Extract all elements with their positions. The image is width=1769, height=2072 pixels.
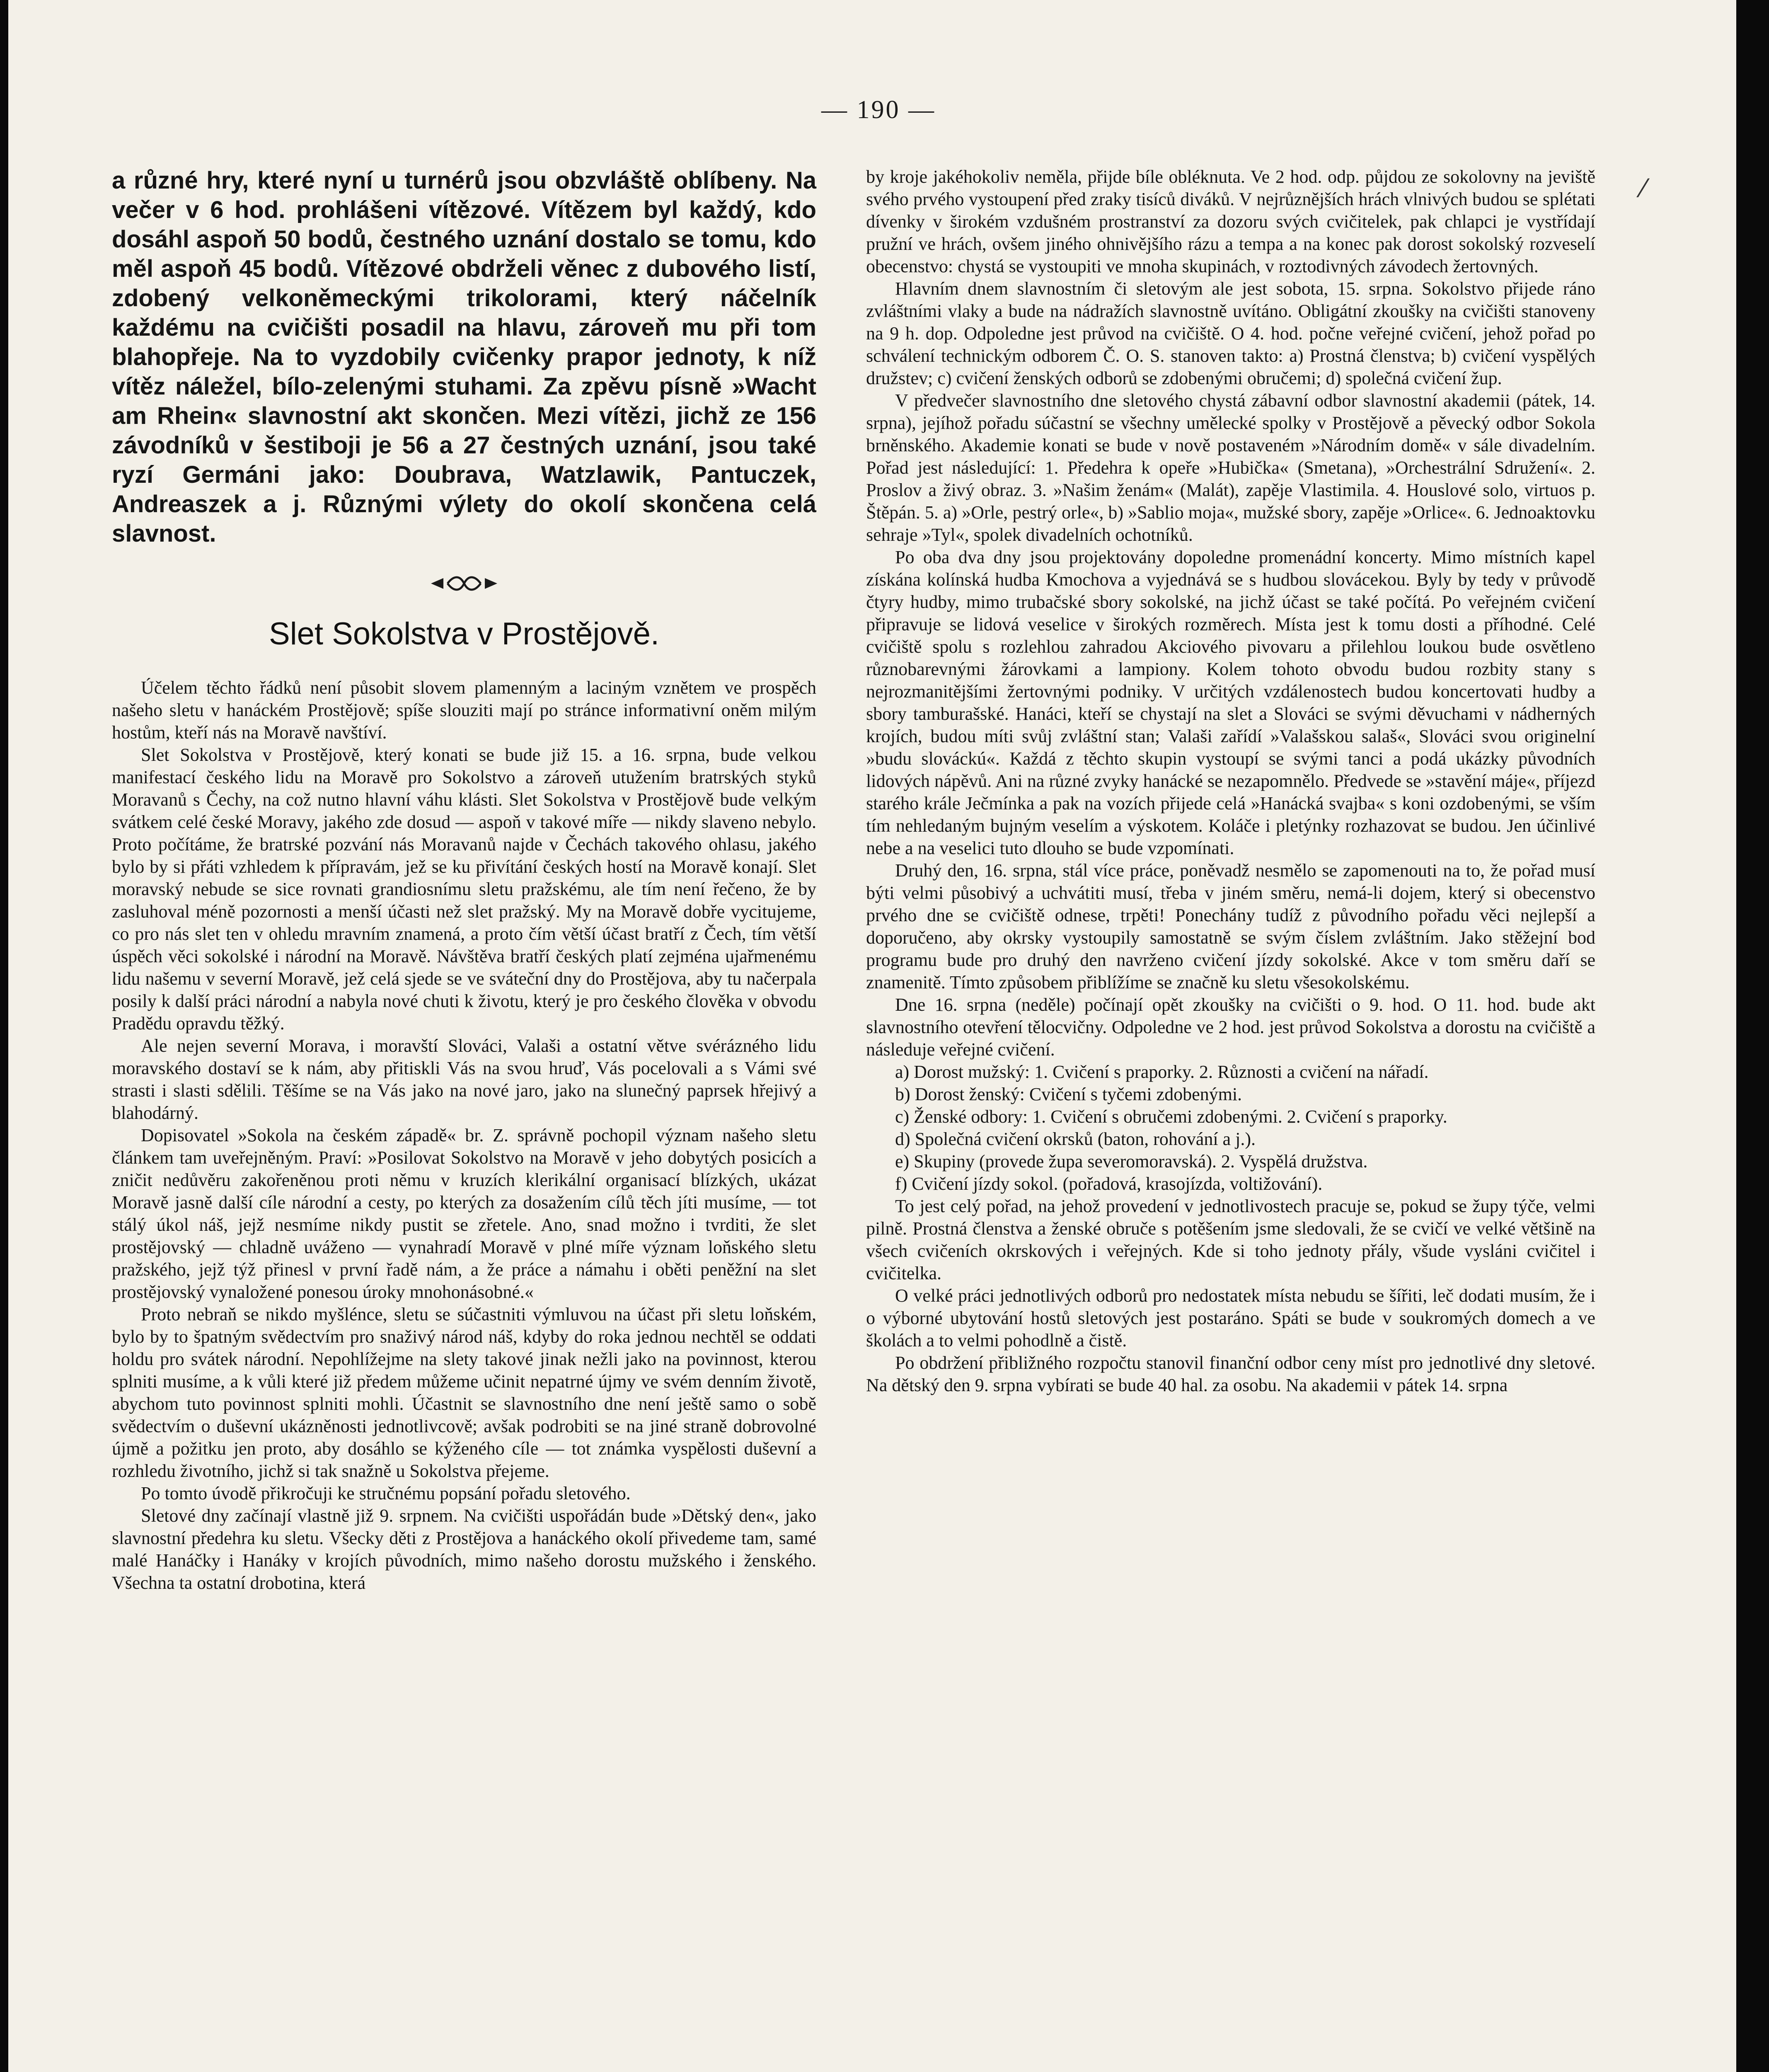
paragraph: Proto nebraň se nikdo myšlénce, sletu se súčastniti výmluvou na účast při sletu loňském, bylo by to špatným svědectvím pro snaživý národ náš, kdyby do roka jednou nechtěl se oddati holdu pro svátek národní. Nepohlížejme na slety takové jinak nežli jako na povinnost, kterou splniti musíme, a k vůli které již předem můžeme učinit nepatrné újmy ve svém denním životě, abychom tuto povinnost splniti mohli. Účastnit se slavnostního dne není ještě samo o sobě svědectvím o duševní ukázněnosti jednotlivcově; avšak podrobiti se na jiné straně dobrovolné újmě a požitku jen proto, aby dosáhlo se kýženého cíle — tot známka vyspělosti duševní a rozhledu životního, jichž si tak snažně u Sokolstva přejeme.	[112, 1304, 816, 1481]
flourish-icon	[427, 573, 501, 594]
right-column	[866, 166, 1595, 1397]
list-item: c) Ženské odbory: 1. Cvičení s obručemi zdobenými. 2. Cvičení s praporky.	[895, 1106, 1447, 1127]
article-title: Slet Sokolstva v Prostějově.	[269, 616, 659, 651]
list-item: f) Cvičení jízdy sokol. (pořadová, krasojízda, voltižování).	[895, 1174, 1323, 1194]
list-item: a) Dorost mužský: 1. Cvičení s praporky. 2. Různosti a cvičení na nářadí.	[895, 1062, 1429, 1082]
left-column	[112, 166, 816, 1594]
paragraph: Účelem těchto řádků není působit slovem plamenným a laciným vznětem ve prospěch našeho sletu v hanáckém Prostějově; spíše slouziti mají po stránce informativní oněm milým hostům, kteří nás na Moravě navštíví.	[112, 678, 816, 743]
list-item: e) Skupiny (provede župa severomoravská). 2. Vyspělá družstva.	[895, 1151, 1368, 1172]
paragraph: Dopisovatel »Sokola na českém západě« br. Z. správně pochopil význam našeho sletu článkem tam uveřejněným. Praví: »Posilovat Sokolstvo na Moravě v jeho dobytých posicích a zničit nedůvěru zakořeněnou proti němu v kruzích klerikální organisací blízkých, ukázat Moravě jasně další cíle národní a cesty, po kterých za dosažením cílů těch jíti musíme, — tot stálý úkol náš, jejž nesmíme nikdy pustit se zřetele. Ano, snad možno i tvrditi, že slet prostějovský — chladně uváženo — vynahradí Moravě v plné míře význam loňského sletu pražského, jejž týž přinesl v první řadě nám, a že práce a námahu i oběti peněžní na slet prostějovský vynaložené ponesou úroky mnohonásobné.«	[112, 1125, 816, 1302]
ornament-divider	[112, 573, 816, 599]
margin-mark: ⁄	[1641, 174, 1646, 203]
paragraph: Slet Sokolstva v Prostějově, který konati se bude již 15. a 16. srpna, bude velkou manifestací českého lidu na Moravě pro Sokolstvo a zároveň utužením bratrských styků Moravanů s Čechy, na což nutno hlavní váhu klásti. Slet Sokolstva v Prostějově bude velkým svátkem celé české Moravy, jakého zde dosud — aspoň v takové míře — nikdy slaveno nebylo. Proto počítáme, že bratrské pozvání nás Moravanů najde v Čechách takového ohlasu, jakého bylo by si přáti vzhledem k přípravám, jež se ku přivítání českých hostí na Moravě konají. Slet moravský nebude se sice rovnati grandiosnímu sletu pražskému, ale tím není řečeno, že by zasluhoval méně pozornosti a menší účasti než slet pražský. My na Moravě dobře vycitujeme, co pro nás slet ten v ohledu mravním znamená, a proto čím větší účast bratří z Čech, tím větší úspěch věci sokolské i národní na Moravě. Návštěva bratří českých platí zejména ujařmenému lidu našemu v severní Moravě, jež celá sjede se ve sváteční dny do Prostějova, aby tu načerpala posily k další práci národní a nabyla nové chuti k životu, který je pro českého člověka v obvodu Pradědu opravdu těžký.	[112, 745, 816, 1034]
paragraph: by kroje jakéhokoliv neměla, přijde bíle obléknuta. Ve 2 hod. odp. půjdou ze sokolovny na jeviště svého prvého vystoupení před zraky tisíců diváků. V nejrůznějších hrách vlnivých budou se splétati dívenky v širokém vzdušném prostranství za dozoru svých cvičitelek, pak chlapci je vystřídají pružní ve hrách, ovšem jiného ohnivějšího rázu a tempa a na konec pak dorost sokolský rozveselí obecenstvo: chystá se vystoupiti ve mnoha skupinách, v roztodivných závodech žertovných.	[866, 167, 1595, 276]
page-number: — 190 —	[821, 96, 936, 124]
list-item: d) Společná cvičení okrsků (baton, rohování a j.).	[895, 1129, 1256, 1149]
paragraph: Po oba dva dny jsou projektovány dopoledne promenádní koncerty. Mimo místních kapel získána kolínská hudba Kmochova a vyjednává se s hudbou slovácekou. Byly by tedy v průvodě čtyry hudby, mimo trubačské sbory sokolské, na jichž účast se také počítá. Po veřejném cvičení připravuje se lidová veselice v širokých rozměrech. Místa jest k tomu dosti a příhodné. Celé cvičiště spolu s rozlehlou zahradou Akciového pivovaru a přilehlou loukou bude osvětleno různobarevnými žárovkami a lampiony. Kolem tohoto obvodu budou rozbity stany s nejrozmanitějšími žertovnými podniky. V určitých vzdálenostech budou koncertovati hudby a sbory tamburašské. Hanáci, kteří se chystají na slet a Slováci se svými děvuchami v nádherných krojích, budou míti svůj zvláštní stan; Valaši zařídí »Valašskou salaš«, Slováci svou originelní »budu slováckú«. Každá z těchto skupin vystoupí se svými tanci a podá ukázky původních lidových nápěvů. Ani na různé zvyky hanácké se nezapomnělo. Předvede se »stavění máje«, příjezd starého krále Ječmínka a pak na vozích přijede celá »Hanácká svajba« s koni ozdobenými, se vším tím nehledaným bujným veselím a výskotem. Koláče i pletýnky rozhazovat se budou. Jen účinlivé nebe a na veselici tuto dlouho se bude vzpomínati.	[866, 547, 1595, 858]
paragraph: O velké práci jednotlivých odborů pro nedostatek místa nebudu se šířiti, leč dodati musím, že i o výborné ubytování hostů sletových jest postaráno. Spáti se bude v soukromých domech a ve školách a to velmi pohodlně a čistě.	[866, 1285, 1595, 1351]
paragraph: To jest celý pořad, na jehož provedení v jednotlivostech pracuje se, pokud se župy týče, velmi pilně. Prostná členstva a ženské obruče s potěšením jsme sledovali, že se cvičí ve velké většině na všech cvičeních okrskových i veřejných. Kde si toho jednoty přály, všude vysláni cvičitel i cvičitelka.	[866, 1196, 1595, 1283]
paragraph: Ale nejen severní Morava, i moravští Slováci, Valaši a ostatní větve svérázného lidu moravského dostaví se k nám, aby přitiskli Vás na svou hruď, Vás pocelovali a s Vámi své strasti i slasti sdělili. Těšíme se na Vás jako na nové jaro, jako na slunečný paprsek hřejivý a blahodárný.	[112, 1036, 816, 1123]
scan-border	[1736, 0, 1769, 2072]
paragraph: Po tomto úvodě přikročuji ke stručnému popsání pořadu sletového.	[141, 1483, 631, 1503]
article-body-left	[112, 677, 816, 1594]
paragraph: Hlavním dnem slavnostním či sletovým ale jest sobota, 15. srpna. Sokolstvo přijede ráno zvláštními vlaky a bude na nádražích slavnostně uvítáno. Obligátní zkoušky na cvičišti stanoveny na 9 h. dop. Odpoledne jest průvod na cvičiště. O 4. hod. počne veřejné cvičení, jehož pořad po schválení technickým odborem Č. O. S. stanoven takto: a) Prostná členstva; b) cvičení vyspělých družstev; c) cvičení ženských odborů se zdobenými obručemi; d) společná cvičení žup.	[866, 278, 1595, 388]
intro-paragraph: a různé hry, které nyní u turnérů jsou obzvláště oblíbeny. Na večer v 6 hod. prohlášeni vítězové. Vítězem byl každý, kdo dosáhl aspoň 50 bodů, čestného uznání dostalo se tomu, kdo měl aspoň 45 bodů. Vítězové obdrželi věnec z dubového listí, zdobený velkoněmeckými trikolorami, který náčelník každému na cvičišti posadil na hlavu, zároveň mu při tom blahopřeje. Na to vyzdobily cvičenky prapor jednoty, k níž vítěz náležel, bílo-zelenými stuhami. Za zpěvu písně »Wacht am Rhein« slavnostní akt skončen. Mezi vítězi, jichž ze 156 závodníků v šestiboji je 56 a 27 čestných uznání, jsou také ryzí Germáni jako: Doubrava, Watzlawik, Pantuczek, Andreaszek a j. Různými výlety do okolí skončena celá slavnost.	[112, 167, 816, 547]
paragraph: V předvečer slavnostního dne sletového chystá zábavní odbor slavnostní akademii (pátek, 14. srpna), jejíhož pořadu súčastní se všechny umělecké spolky v Prostějově a pěvecký odbor Sokola brněnského. Akademie konati se bude v nově postaveném »Národním domě« v sále divadelním. Pořad jest následující: 1. Předehra k opeře »Hubička« (Smetana), »Orchestrální Sdružení«. 2. Proslov a živý obraz. 3. »Našim ženám« (Malát), zapěje Vlastimila. 4. Houslové solo, virtuos p. Štěpán. 5. a) »Orle, pestrý orle«, b) »Sablio moja«, mužské sbory, zapěje »Orlice«. 6. Jednoaktovku sehraje »Tyl«, spolek divadelních ochotníků.	[866, 390, 1595, 545]
paragraph: Po obdržení přibližného rozpočtu stanovil finanční odbor ceny míst pro jednotlivé dny sletové. Na dětský den 9. srpna vybírati se bude 40 hal. za osobu. Na akademii v pátek 14. srpna	[866, 1353, 1595, 1395]
list-item: b) Dorost ženský: Cvičení s tyčemi zdobenými.	[895, 1084, 1242, 1104]
paragraph: Dne 16. srpna (neděle) počínají opět zkoušky na cvičišti o 9. hod. O 11. hod. bude akt slavnostního otevření tělocvičny. Odpoledne ve 2 hod. jest průvod Sokolstva a dorostu na cvičiště a následuje veřejné cvičení.	[866, 995, 1595, 1060]
paragraph: Sletové dny začínají vlastně již 9. srpnem. Na cvičišti uspořádán bude »Dětský den«, jako slavnostní předehra ku sletu. Všecky děti z Prostějova a hanáckého okolí přivedeme tam, samé malé Hanáčky i Hanáky v krojích původních, mimo našeho dorostu mužského i ženského. Všechna ta ostatní drobotina, která	[112, 1506, 816, 1593]
paragraph: Druhý den, 16. srpna, stál více práce, poněvadž nesmělo se zapomenouti na to, že pořad musí býti velmi působivý a uchvátiti musí, třeba v jiném směru, nemá-li dojem, který si obecenstvo prvého dne se cvičiště odnese, trpěti! Ponechány tudíž z původního pořadu věci nejlepší a doporučeno, aby okrsky vystoupily samostatně se svým číslem zvláštním. Jako stěžejní bod programu bude pro druhý den navrženo cvičení jízdy sokolské. Akce v tom směru daří se znamenitě. Tímto způsobem přiblížíme se značně ku sletu všesokolskému.	[866, 860, 1595, 992]
